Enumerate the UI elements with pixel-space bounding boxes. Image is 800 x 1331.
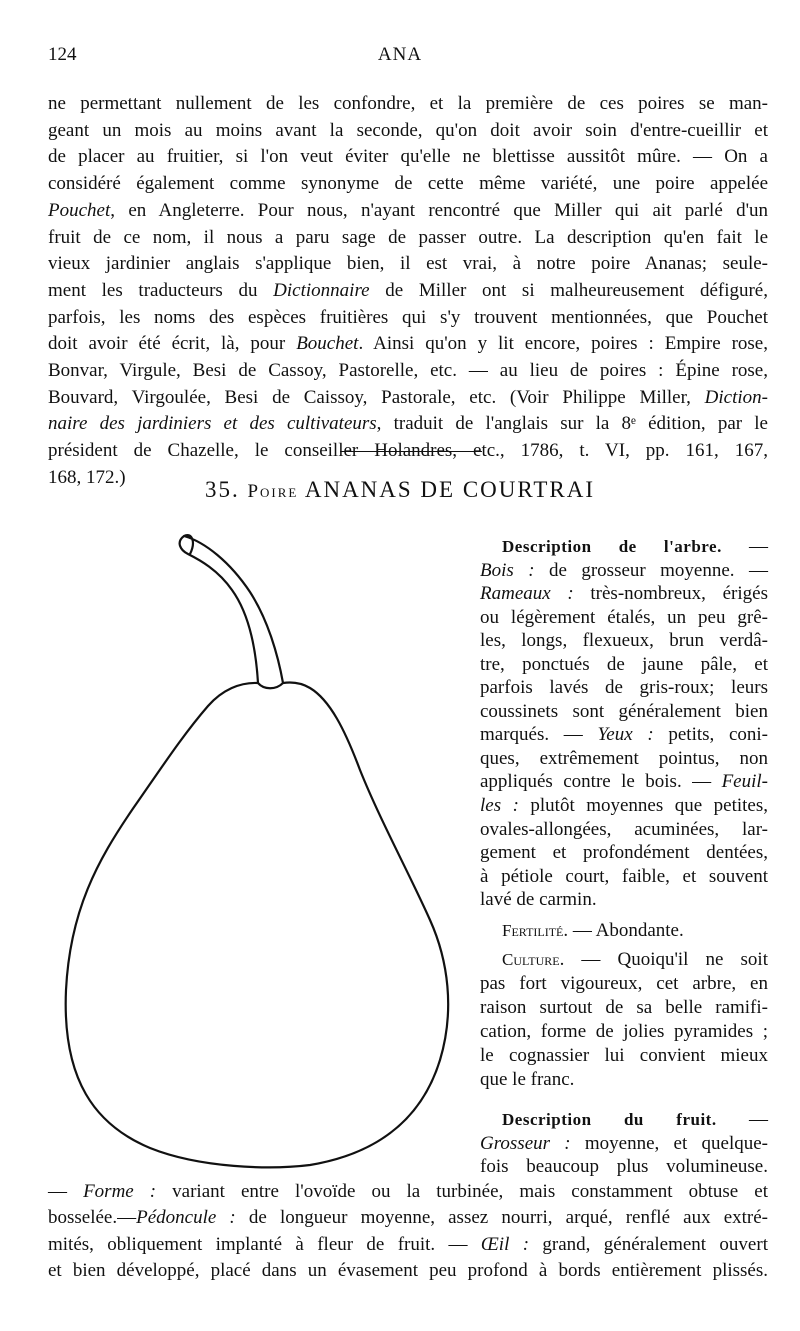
text-line	[48, 278, 768, 305]
text-segment: mités, obliquement implanté à fleur de fruit. —	[48, 1233, 481, 1255]
italic-term: naire des jardiniers et des cultivateurs	[48, 413, 377, 435]
fruit-description-continued	[48, 1179, 768, 1285]
text-line	[480, 948, 768, 972]
italic-term: Bois :	[480, 559, 535, 581]
text-segment: cation, forme de jolies pyramides ;	[480, 1021, 768, 1042]
text-segment: doit avoir été écrit, là, pour	[48, 333, 297, 355]
italic-term: Pouchet	[48, 199, 111, 221]
text-segment: fois beaucoup plus volumineuse.	[480, 1156, 768, 1177]
italic-term: Bouchet	[296, 333, 359, 355]
text-segment: grand, généralement ouvert	[529, 1233, 768, 1255]
italic-term: Yeux :	[597, 724, 654, 746]
italic-term: Diction-	[704, 386, 768, 408]
text-segment: que le franc.	[480, 1069, 575, 1090]
text-segment: ovales-allongées, acuminées, lar-	[480, 818, 768, 840]
text-line	[480, 1044, 768, 1068]
section-divider	[340, 451, 482, 452]
text-segment: variant entre l'ovoïde ou la turbinée, mais constamment obtuse et	[156, 1181, 769, 1202]
text-segment: de Miller ont si malheureusement défiguré,	[369, 279, 768, 301]
text-line	[480, 770, 768, 794]
text-line	[48, 331, 768, 358]
section-number: 35.	[204, 477, 240, 502]
text-segment: moyenne, et quelque-	[570, 1132, 768, 1154]
text-segment: —	[716, 1109, 769, 1130]
small-caps-heading: Culture	[502, 950, 560, 969]
text-line	[48, 198, 768, 225]
text-segment: et bien développé, placé dans un évasement peu profond à bords entièrement plissés.	[48, 1260, 768, 1282]
text-segment: ques, extrêmement pointus, non	[480, 747, 768, 769]
text-segment: de placer au fruitier, si l'on veut éviter qu'elle ne blettisse aussitôt mûre. — On a	[48, 146, 768, 168]
italic-term: Rameaux :	[480, 583, 574, 605]
text-line	[480, 747, 768, 771]
text-line	[480, 841, 768, 865]
text-line	[480, 1020, 768, 1044]
text-segment: . — Quoiqu'il ne soit	[559, 949, 768, 970]
text-line	[48, 1232, 768, 1258]
text-line	[480, 996, 768, 1020]
running-head: ANA	[377, 44, 423, 65]
text-segment: plutôt moyennes que petites,	[518, 795, 769, 817]
small-caps-heading: Fertilité	[502, 921, 564, 940]
text-line	[480, 794, 768, 818]
text-line	[480, 629, 768, 653]
text-segment: geant un mois au moins avant la seconde, qu'on doit avoir soin d'entre-cueillir et	[48, 119, 768, 141]
text-line	[480, 559, 768, 583]
text-line	[480, 582, 768, 606]
bold-heading: Description du fruit.	[502, 1110, 717, 1129]
text-line	[48, 91, 768, 118]
text-line	[48, 171, 768, 198]
italic-term: Œil :	[480, 1233, 530, 1255]
text-segment: coussinets sont généralement bien	[480, 700, 768, 722]
text-line	[480, 972, 768, 996]
text-line	[480, 700, 768, 724]
text-line	[48, 1205, 768, 1231]
text-line	[480, 653, 768, 677]
text-segment: , traduit de l'anglais sur la 8ᵉ édition, par le	[376, 413, 768, 435]
text-segment: gement et profondément dentées,	[480, 842, 768, 864]
variety-name: ANANAS DE COURTRAI	[304, 477, 596, 502]
text-segment: très-nombreux, érigés	[573, 583, 768, 605]
text-segment: petits, coni-	[653, 724, 768, 746]
text-segment: appliqués contre le bois. —	[480, 771, 722, 793]
text-line	[480, 1155, 768, 1179]
text-segment: parfois lavés de gris-roux; leurs	[480, 677, 768, 699]
italic-term: Forme :	[83, 1181, 157, 1202]
text-segment: 168, 172.)	[48, 466, 126, 488]
text-segment: ne permettant nullement de les confondre, et la première de ces poires se man-	[48, 93, 768, 114]
text-segment: les, longs, flexueux, brun verdâ-	[480, 630, 768, 652]
fruit-description-start	[480, 1108, 768, 1179]
pear-stem-icon	[180, 535, 283, 683]
text-line	[48, 1179, 768, 1205]
text-line	[48, 118, 768, 145]
text-line	[48, 1258, 768, 1284]
text-line	[48, 305, 768, 332]
text-line	[480, 676, 768, 700]
text-line	[480, 865, 768, 889]
italic-term: Dictionnaire	[273, 279, 370, 301]
pear-body-icon	[66, 683, 449, 1168]
text-segment: président de Chazelle, le conseiller Holandres, etc., 1786, t. VI, pp. 161, 167,	[48, 440, 768, 462]
text-line	[480, 606, 768, 630]
text-segment: . Ainsi qu'on y lit encore, poires : Empire rose,	[358, 333, 768, 355]
text-segment: à pétiole court, faible, et souvent	[480, 865, 768, 887]
text-line	[480, 1068, 768, 1092]
italic-term: Grosseur :	[480, 1132, 571, 1154]
text-segment: bosselée.—	[48, 1207, 137, 1229]
text-segment: vieux jardinier anglais s'applique bien, il est vrai, à notre poire Ananas; seule-	[48, 253, 768, 275]
text-segment: Bouvard, Virgoulée, Besi de Caissoy, Pastorale, etc. (Voir Philippe Miller,	[48, 386, 705, 408]
text-line	[480, 535, 768, 559]
text-segment: considéré également comme synonyme de cette même variété, une poire appelée	[48, 173, 768, 195]
text-line	[48, 251, 768, 278]
text-segment: —	[721, 536, 768, 557]
text-segment: raison surtout de sa belle ramifi-	[480, 997, 768, 1018]
text-segment: parfois, les noms des espèces fruitières qui s'y trouvent mentionnées, que Pouchet	[48, 306, 768, 328]
text-segment: —	[48, 1181, 84, 1202]
italic-term: Feuil-	[721, 771, 768, 793]
text-line	[480, 1108, 768, 1132]
bold-heading: Description de l'arbre.	[502, 537, 722, 556]
text-line	[480, 723, 768, 747]
text-segment: , en Angleterre. Pour nous, n'ayant rencontré que Miller qui ait parlé d'un	[110, 199, 768, 221]
text-segment: ment les traducteurs du	[48, 279, 274, 301]
text-line	[480, 1132, 768, 1156]
text-segment: marqués. —	[480, 724, 598, 746]
italic-term: Pédoncule :	[136, 1207, 236, 1229]
text-segment: ou légèrement étalés, un peu grê-	[480, 606, 768, 628]
text-segment: Bonvar, Virgule, Besi de Cassoy, Pastorelle, etc. — au lieu de poires : Épine rose,	[48, 360, 768, 382]
text-line	[48, 144, 768, 171]
section-title	[0, 477, 800, 503]
text-segment: . — Abondante.	[563, 920, 684, 941]
text-segment: le cognassier lui convient mieux	[480, 1045, 768, 1066]
intro-paragraph	[48, 91, 768, 492]
text-line	[480, 888, 768, 912]
text-segment: de longueur moyenne, assez nourri, arqué, renflé aux extré-	[235, 1207, 768, 1229]
text-line	[480, 919, 768, 943]
text-segment: pas fort vigoureux, cet arbre, en	[480, 973, 768, 994]
text-line	[48, 358, 768, 385]
tree-description	[480, 535, 768, 912]
fertility-culture	[480, 919, 768, 1092]
text-line	[48, 225, 768, 252]
pear-outline-illustration	[0, 520, 480, 1180]
text-segment: de grosseur moyenne. —	[534, 559, 768, 581]
italic-term: les :	[480, 795, 519, 817]
text-line	[480, 818, 768, 842]
text-segment: fruit de ce nom, il nous a paru sage de passer outre. La description qu'en fait le	[48, 226, 768, 248]
text-segment: tre, ponctués de jaune pâle, et	[480, 653, 768, 675]
section-prefix: Poire	[247, 481, 299, 502]
text-line	[48, 411, 768, 438]
text-line	[48, 385, 768, 412]
page-number: 124	[48, 44, 77, 65]
text-segment: lavé de carmin.	[480, 889, 597, 911]
